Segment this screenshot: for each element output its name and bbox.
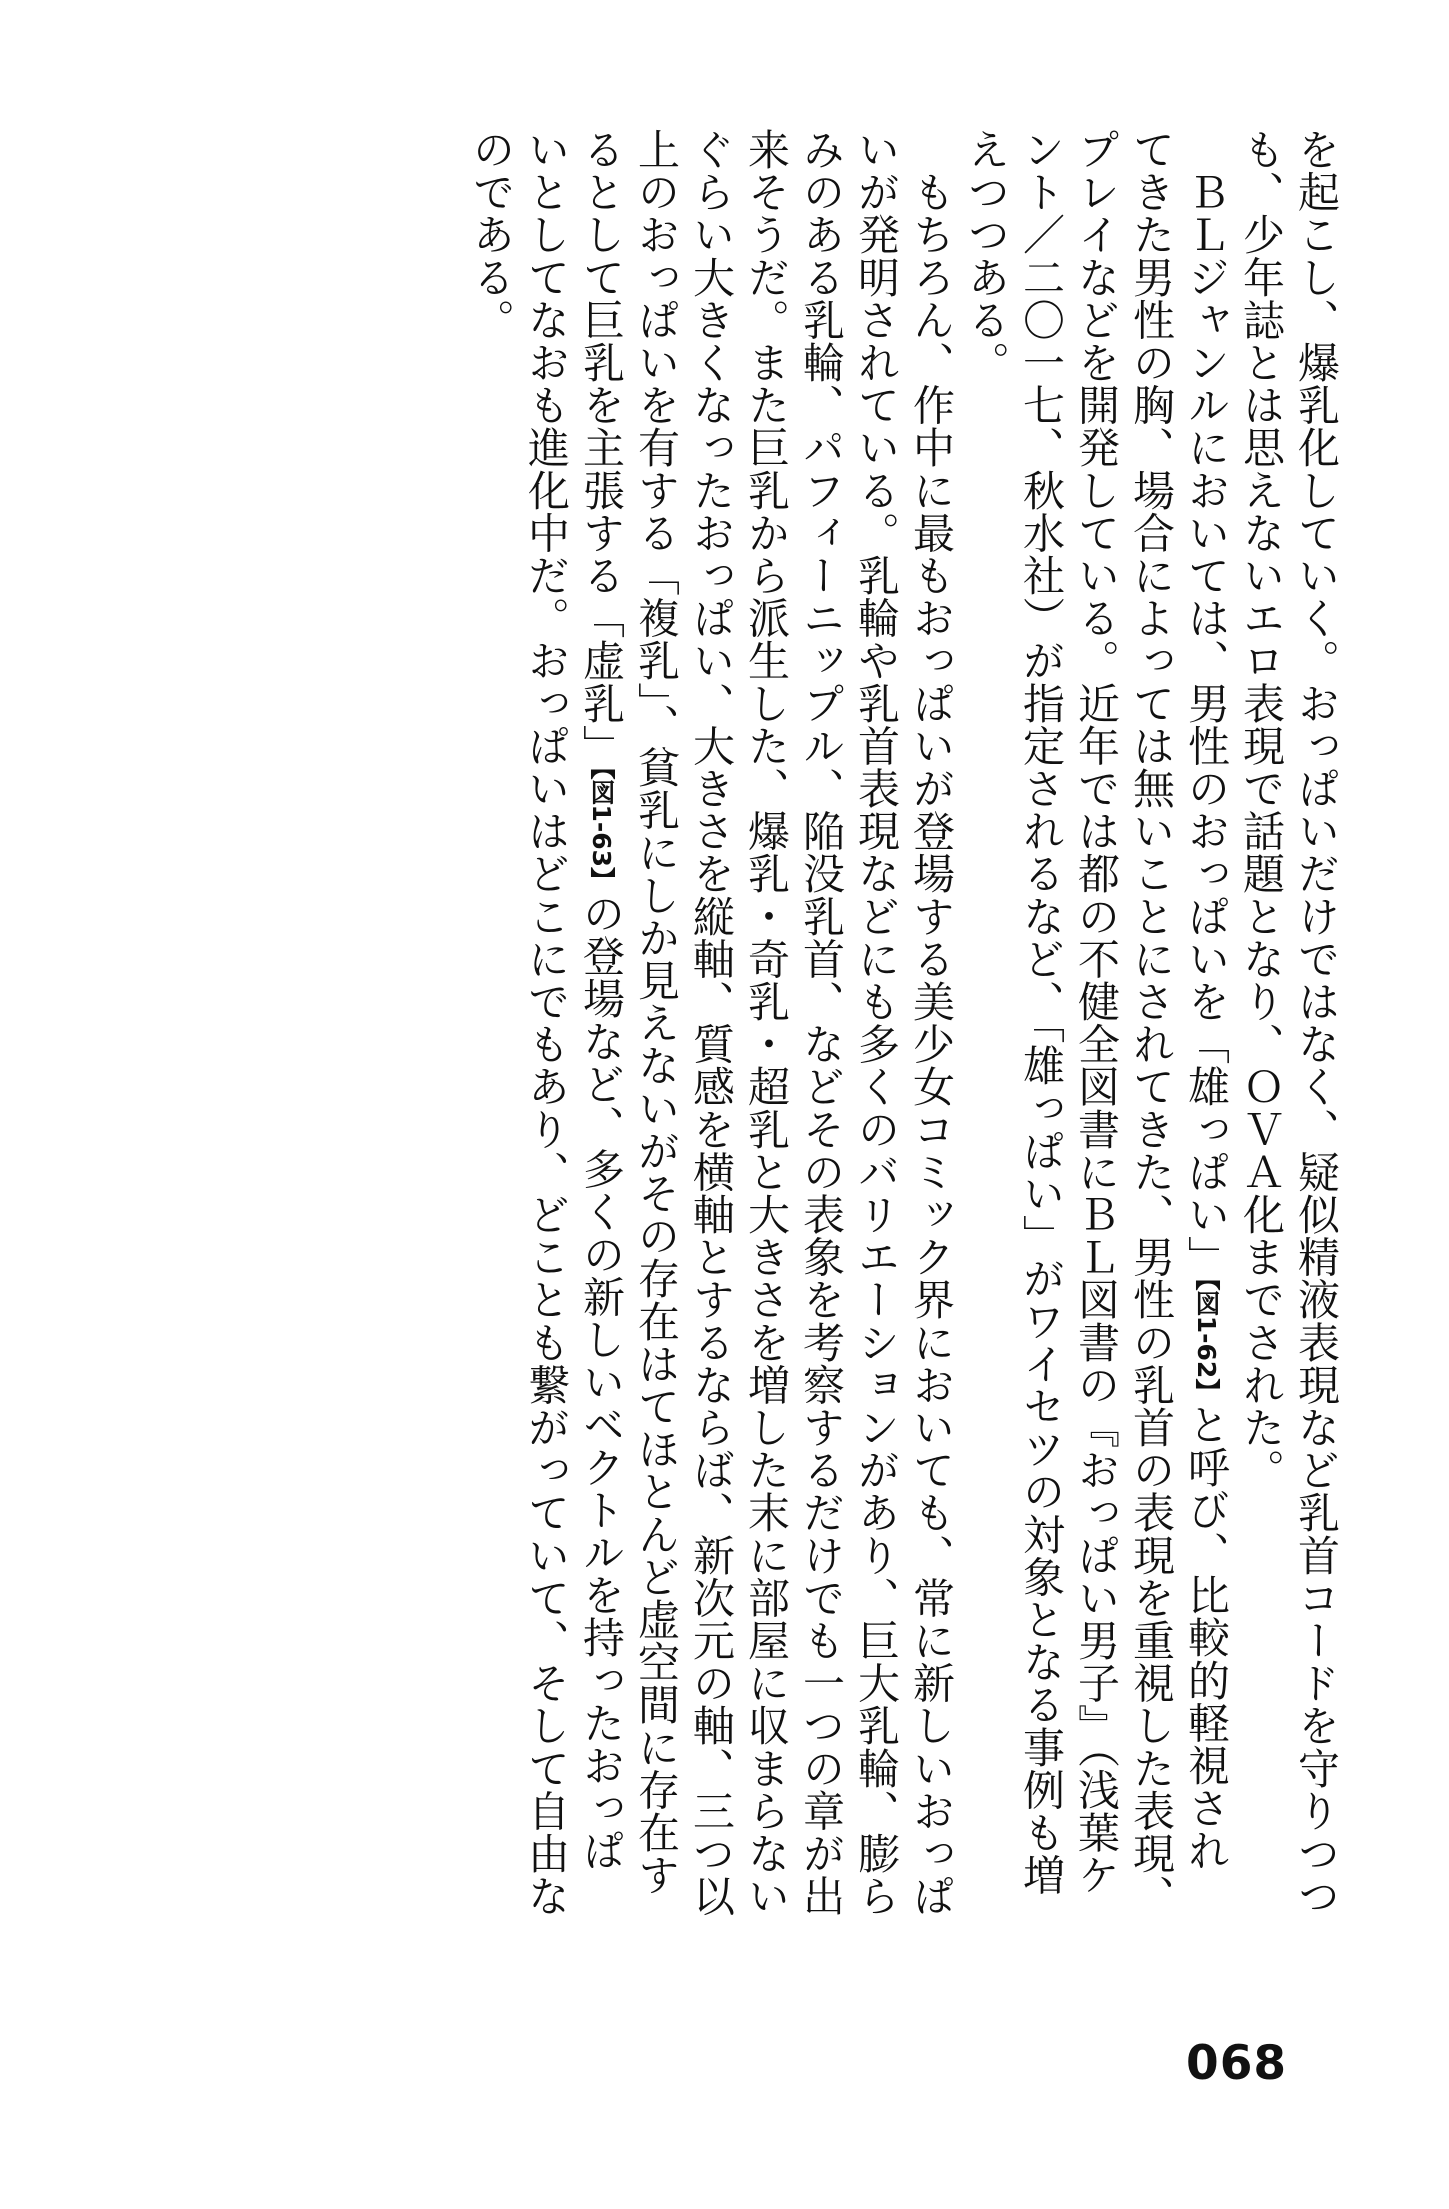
text-segment: えつつある。 [962,128,1011,384]
text-segment: てきた男性の胸、場合によっては無いことにされてきた、男性の乳首の表現を重視した表現、 [1127,128,1176,1918]
text-column [1125,128,1178,1918]
text-column [465,128,518,1868]
text-segment: いとしてなおも進化中だ。おっぱいはどこにでもあり、どことも繋がっていて、そして自由な [522,128,571,1918]
figure-reference: 【図1-62】 [1192,1278,1221,1404]
text-column [575,128,628,1872]
text-segment: と呼び、比較的軽視され [1182,1403,1231,1872]
text-column [850,128,903,1918]
text-segment: 上のおっぱいを有する「複乳」、貧乳にしか見えないがその存在はてほとんど虚空間に存在す [632,128,681,1897]
text-segment: も、少年誌とは思えないエロ表現で話題となり、ＯＶＡ化までされた。 [1237,128,1286,1492]
text-segment: を起こし、爆乳化していく。おっぱいだけではなく、疑似精液表現など乳首コードを守りつつ [1292,128,1341,1918]
text-segment: ぐらい大きくなったおっぱい、大きさを縦軸、質感を横軸とするならば、新次元の軸、三つ以 [687,128,736,1918]
text-column [740,128,793,1918]
text-column [520,128,573,1918]
text-segment: ント／二〇一七、秋水社）が指定されるなど、「雄っぱい」がワイセツの対象となる事例も増 [1017,128,1066,1897]
text-column [905,128,958,1918]
vertical-text-body [465,128,1343,1918]
text-segment: ＢＬジャンルにおいては、男性のおっぱいを「雄っぱい」 [1182,128,1231,1279]
text-column [1290,128,1343,1918]
text-column [795,128,848,1918]
text-column [630,128,683,1897]
text-segment: 来そうだ。また巨乳から派生した、爆乳・奇乳・超乳と大きさを増した末に部屋に収まらない [742,128,791,1918]
text-segment: プレイなどを開発している。近年では都の不健全図書にＢＬ図書の『おっぱい男子』（浅葉ケ [1072,128,1121,1897]
page-number: 068 [1186,2036,1288,2091]
text-column [685,128,738,1918]
text-segment: いが発明されている。乳輪や乳首表現などにも多くのバリエーションがあり、巨大乳輪、膨ら [852,128,901,1918]
figure-reference: 【図1-63】 [587,767,616,893]
text-segment: みのある乳輪、パフィーニップル、陥没乳首、などその表象を考察するだけでも一つの章が出 [797,128,846,1918]
text-column [1235,128,1288,1868]
text-column [1070,128,1123,1897]
text-segment: るとして巨乳を主張する「虚乳」 [577,128,626,767]
text-column [960,128,1013,1868]
text-column [1015,128,1068,1897]
text-column [1180,128,1233,1872]
text-segment: もちろん、作中に最もおっぱいが登場する美少女コミック界においても、常に新しいおっぱ [907,128,956,1918]
text-segment: のである。 [467,128,516,341]
text-segment: の登場など、多くの新しいベクトルを持ったおっぱ [577,892,626,1872]
